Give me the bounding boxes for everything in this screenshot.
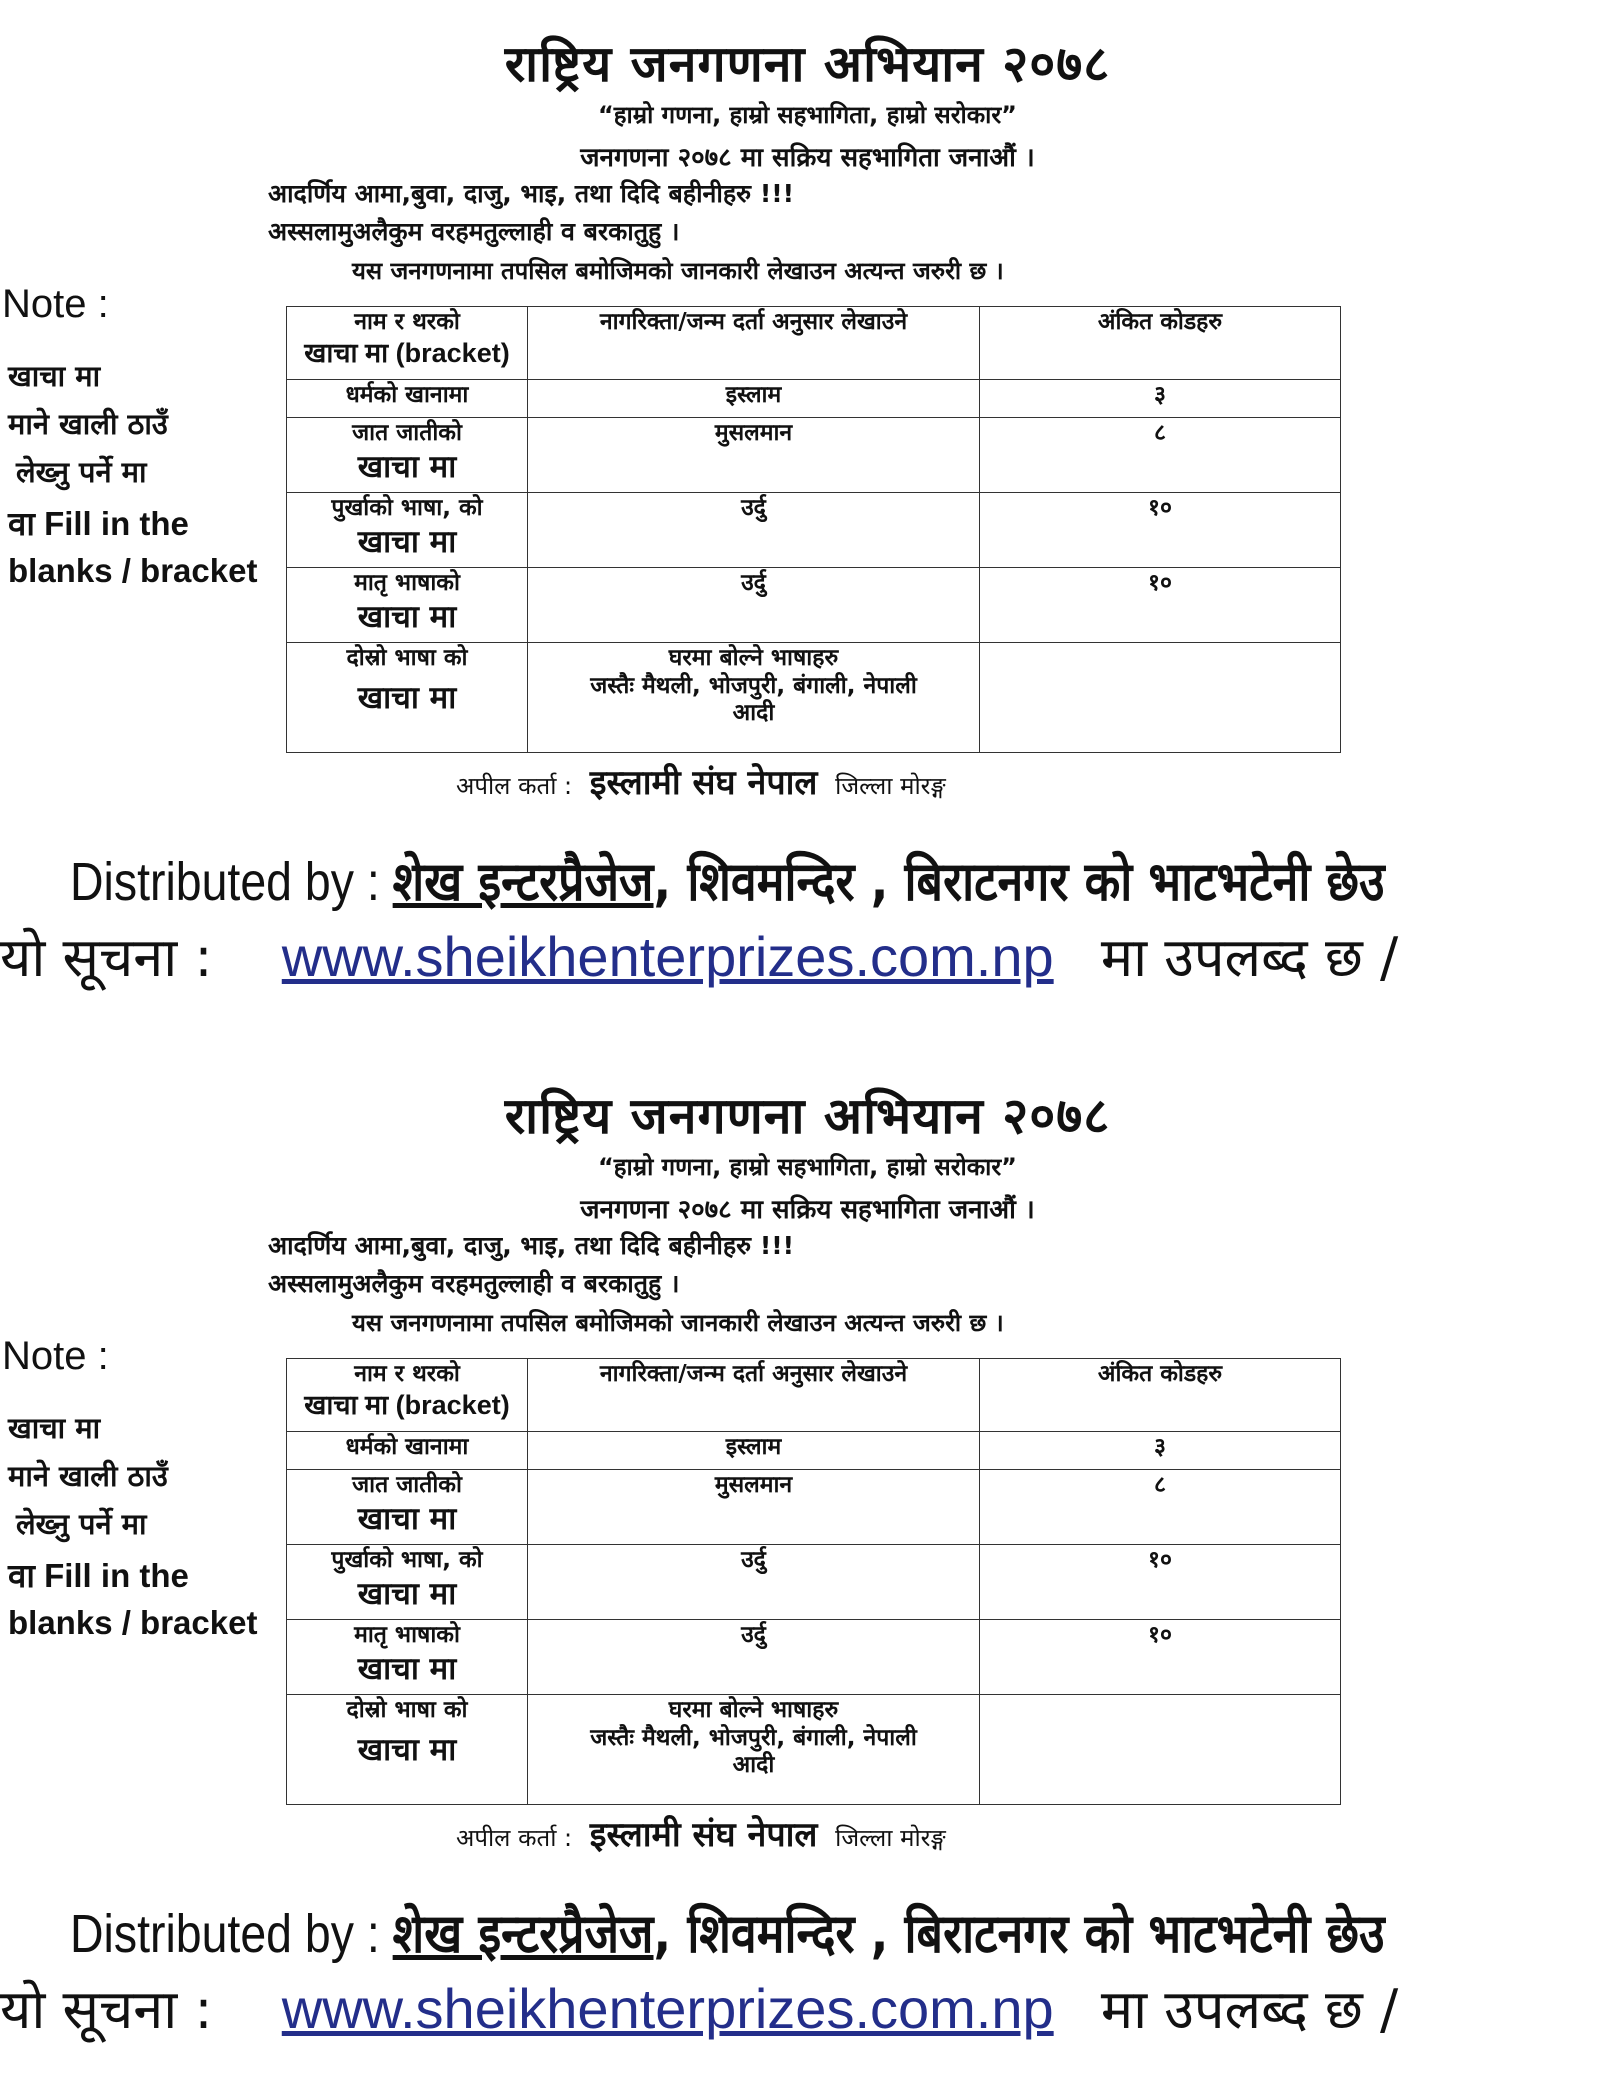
note-label: Note : [2, 282, 109, 326]
info-line [0, 918, 1398, 992]
note-line: वा Fill in the [8, 505, 189, 542]
table-row [287, 380, 1341, 418]
census-table [286, 306, 1341, 753]
website-link[interactable]: www.sheikhenterprizes.com.np [281, 925, 1054, 988]
row-label-line2: खाचा मा [357, 448, 457, 485]
distributor-location: , शिवमन्दिर , बिराटनगर को भाटभटेनी छेउ [653, 850, 1385, 913]
distributor-location: , शिवमन्दिर , बिराटनगर को भाटभटेनी छेउ [653, 1902, 1385, 1965]
appeal-district: जिल्ला मोरङ्ग [835, 1824, 946, 1852]
row-label-line1: जात जातीको [352, 420, 462, 446]
table-header-row [287, 1359, 1341, 1432]
row-label-line1: पुर्खाको भाषा, को [331, 1547, 483, 1573]
row-value-line1: घरमा बोल्ने भाषाहरु [668, 645, 839, 671]
appeal-organization: इस्लामी संघ नेपाल [589, 1815, 818, 1855]
row-label [287, 1470, 528, 1545]
info-prefix: यो सूचना : [0, 926, 213, 989]
greeting-line-1: आदर्णिय आमा,बुवा, दाजु, भाइ, तथा दिदि बहीनीहरु !!! [268, 1231, 795, 1260]
info-prefix: यो सूचना : [0, 1978, 213, 2041]
note-line: लेख्नु पर्ने मा [16, 455, 147, 489]
distribution-line [70, 842, 1385, 916]
row-label-line1: मातृ भाषाको [354, 570, 460, 596]
row-code: ३ [980, 1432, 1341, 1470]
row-code [980, 643, 1341, 753]
header-citizenship-cell: नागरिक्ता/जन्म दर्ता अनुसार लेखाउने [528, 1359, 980, 1432]
flyer-top [0, 0, 1615, 1024]
appeal-prefix: अपील कर्ता : [456, 1824, 573, 1852]
row-label-line2: खाचा मा [357, 1731, 457, 1768]
note-line: blanks / bracket [8, 1604, 258, 1641]
appeal-prefix: अपील कर्ता : [456, 772, 573, 800]
header-name-line1: नाम र थरको [354, 1361, 460, 1387]
row-value-line2: जस्तैः मैथली, भोजपुरी, बंगाली, नेपाली [590, 1724, 917, 1751]
row-label [287, 568, 528, 643]
row-value: उर्दु [528, 493, 980, 568]
row-code: ८ [980, 1470, 1341, 1545]
appeal-district: जिल्ला मोरङ्ग [835, 772, 946, 800]
info-line [0, 1970, 1398, 2044]
flyer-slogan: “हाम्रो गणना, हाम्रो सहभागिता, हाम्रो सरोकार” [598, 101, 1017, 129]
header-name-line2: खाचा मा (bracket) [304, 337, 510, 368]
call-to-action: जनगणना २०७८ मा सक्रिय सहभागिता जनाऔं । [580, 143, 1035, 173]
flyer-title: राष्ट्रिय जनगणना अभियान २०७८ [504, 1087, 1111, 1145]
note-line: blanks / bracket [8, 552, 258, 589]
row-label-line1: पुर्खाको भाषा, को [331, 495, 483, 521]
row-code: १० [980, 493, 1341, 568]
flyer-slogan: “हाम्रो गणना, हाम्रो सहभागिता, हाम्रो सरोकार” [598, 1153, 1017, 1181]
call-to-action: जनगणना २०७८ मा सक्रिय सहभागिता जनाऔं । [580, 1195, 1035, 1225]
row-code: ३ [980, 380, 1341, 418]
header-name-cell [287, 1359, 528, 1432]
row-value: उर्दु [528, 1545, 980, 1620]
row-value: इस्लाम [528, 1432, 980, 1470]
row-label-line2: खाचा मा [357, 1500, 457, 1537]
row-value-line1: घरमा बोल्ने भाषाहरु [668, 1697, 839, 1723]
note-line: लेख्नु पर्ने मा [16, 1507, 147, 1541]
table-row [287, 1695, 1341, 1805]
flyer-title: राष्ट्रिय जनगणना अभियान २०७८ [504, 35, 1111, 93]
row-code: ८ [980, 418, 1341, 493]
table-row [287, 1545, 1341, 1620]
row-label [287, 1620, 528, 1695]
note-line: माने खाली ठाउँ [8, 407, 168, 441]
flyer-bottom [0, 1052, 1615, 2076]
distribution-label: Distributed by : [70, 1904, 380, 1964]
row-label [287, 418, 528, 493]
note-line: खाचा मा [8, 1411, 101, 1445]
row-label-line2: खाचा मा [357, 1650, 457, 1687]
table-row [287, 643, 1341, 753]
row-value: उर्दु [528, 568, 980, 643]
row-value-line2: जस्तैः मैथली, भोजपुरी, बंगाली, नेपाली [590, 672, 917, 699]
appeal-organization: इस्लामी संघ नेपाल [589, 763, 818, 803]
distribution-label: Distributed by : [70, 852, 380, 912]
instruction-text: यस जनगणनामा तपसिल बमोजिमको जानकारी लेखाउन अत्यन्त जरुरी छ । [352, 1309, 1004, 1337]
row-label-line1: दोस्रो भाषा को [346, 645, 468, 671]
row-label-line2: खाचा मा [357, 523, 457, 560]
note-line: माने खाली ठाउँ [8, 1459, 168, 1493]
website-link[interactable]: www.sheikhenterprizes.com.np [281, 1977, 1054, 2040]
info-suffix: मा उपलब्द छ / [1100, 1978, 1399, 2041]
row-code: १० [980, 1545, 1341, 1620]
row-code: १० [980, 568, 1341, 643]
greeting-line-1: आदर्णिय आमा,बुवा, दाजु, भाइ, तथा दिदि बहीनीहरु !!! [268, 179, 795, 208]
row-value [528, 643, 980, 753]
table-row [287, 1470, 1341, 1545]
row-label-line2: खाचा मा [357, 598, 457, 635]
row-value: इस्लाम [528, 380, 980, 418]
appeal-line [456, 758, 946, 804]
header-name-line2: खाचा मा (bracket) [304, 1389, 510, 1420]
row-value [528, 1695, 980, 1805]
row-label [287, 1695, 528, 1805]
info-suffix: मा उपलब्द छ / [1100, 926, 1399, 989]
distributor-name: शेख इन्टरप्रैजेज [392, 1902, 654, 1965]
row-label: धर्मको खानामा [287, 380, 528, 418]
row-label [287, 1545, 528, 1620]
header-citizenship-cell: नागरिक्ता/जन्म दर्ता अनुसार लेखाउने [528, 307, 980, 380]
distributor-name: शेख इन्टरप्रैजेज [392, 850, 654, 913]
table-header-row [287, 307, 1341, 380]
row-label-line1: जात जातीको [352, 1472, 462, 1498]
row-label [287, 493, 528, 568]
row-value: उर्दु [528, 1620, 980, 1695]
row-label-line1: मातृ भाषाको [354, 1622, 460, 1648]
note-line: वा Fill in the [8, 1557, 189, 1594]
table-row [287, 568, 1341, 643]
greeting-line-2: अस्सलामुअलैकुम वरहमतुल्लाही व बरकातुहु । [268, 1269, 680, 1298]
header-name-line1: नाम र थरको [354, 309, 460, 335]
row-label-line2: खाचा मा [357, 1575, 457, 1612]
census-table [286, 1358, 1341, 1805]
header-codes-cell: अंकित कोडहरु [980, 1359, 1341, 1432]
note-label: Note : [2, 1334, 109, 1378]
row-label [287, 643, 528, 753]
appeal-line [456, 1810, 946, 1856]
distribution-line [70, 1894, 1385, 1968]
table-row [287, 1620, 1341, 1695]
row-label-line1: दोस्रो भाषा को [346, 1697, 468, 1723]
instruction-text: यस जनगणनामा तपसिल बमोजिमको जानकारी लेखाउन अत्यन्त जरुरी छ । [352, 257, 1004, 285]
row-value: मुसलमान [528, 418, 980, 493]
row-value-line3: आदी [732, 700, 775, 727]
greeting-line-2: अस्सलामुअलैकुम वरहमतुल्लाही व बरकातुहु । [268, 217, 680, 246]
row-label: धर्मको खानामा [287, 1432, 528, 1470]
table-row [287, 1432, 1341, 1470]
row-code: १० [980, 1620, 1341, 1695]
note-line: खाचा मा [8, 359, 101, 393]
row-value-line3: आदी [732, 1752, 775, 1779]
table-row [287, 418, 1341, 493]
row-code [980, 1695, 1341, 1805]
table-row [287, 493, 1341, 568]
row-value: मुसलमान [528, 1470, 980, 1545]
row-label-line2: खाचा मा [357, 679, 457, 716]
header-name-cell [287, 307, 528, 380]
header-codes-cell: अंकित कोडहरु [980, 307, 1341, 380]
